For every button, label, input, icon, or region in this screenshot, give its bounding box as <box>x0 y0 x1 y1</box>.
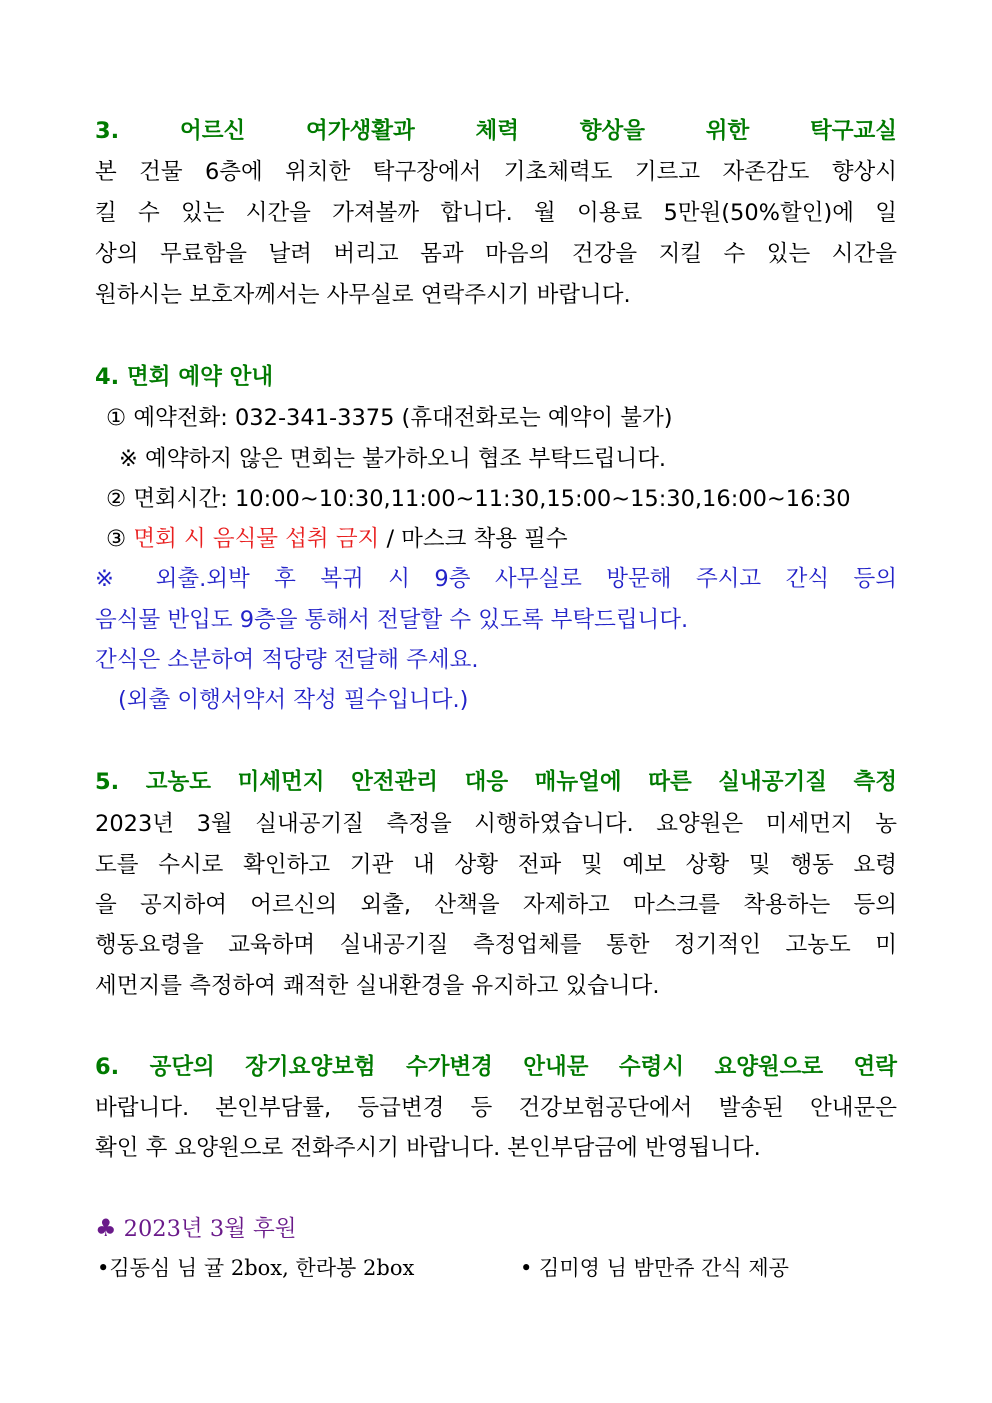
visit-rules-item <box>106 519 908 559</box>
section-3-line: 원하시는 보호자께서는 사무실로 연락주시기 바랍니다. <box>95 282 631 308</box>
section-5-line: 2023년 3월 실내공기질 측정을 시행하였습니다. 요양원은 미세먼지 농 <box>95 811 897 837</box>
section-6-line: 확인 후 요양원으로 전화주시기 바랍니다. 본인부담금에 반영됩니다. <box>95 1135 761 1161</box>
section-3-line: 킬 수 있는 시간을 가져볼까 합니다. 월 이용료 5만원(50%할인)에 일 <box>95 200 897 226</box>
visit-rules-prefix: ③ <box>106 526 134 552</box>
food-ban-warning: 면회 시 음식물 섭취 금지 <box>133 526 380 552</box>
sponsor-list <box>97 1248 899 1288</box>
section-3-line: 본 건물 6층에 위치한 탁구장에서 기초체력도 기르고 자존감도 향상시 <box>95 159 897 185</box>
sponsor-item: • 김미영 님 밤만쥬 간식 제공 <box>520 1256 789 1280</box>
mask-required-text: / 마스크 착용 필수 <box>379 526 568 552</box>
section-4-heading: 4. 면회 예약 안내 <box>95 364 274 390</box>
reservation-note: ※ 예약하지 않은 면회는 불가하오니 협조 부탁드립니다. <box>119 446 667 472</box>
section-5-line: 을 공지하여 어르신의 외출, 산책을 자제하고 마스크를 착용하는 등의 <box>95 892 897 918</box>
outing-pledge-note: (외출 이행서약서 작성 필수입니다.) <box>118 687 469 713</box>
sponsor-title: 2023년 3월 후원 <box>123 1216 297 1242</box>
sponsor-heading <box>95 1208 897 1248</box>
sponsor-item: •김동심 님 귤 2box, 한라봉 2box <box>97 1256 415 1280</box>
club-icon: ♣ <box>95 1214 117 1242</box>
section-3-line: 상의 무료함을 날려 버리고 몸과 마음의 건강을 지킬 수 있는 시간을 <box>95 241 897 267</box>
section-5-heading: 5. 고농도 미세먼지 안전관리 대응 매뉴얼에 따른 실내공기질 측정 <box>95 769 897 795</box>
section-5-line: 행동요령을 교육하며 실내공기질 측정업체를 통한 정기적인 고농도 미 <box>95 932 897 958</box>
section-6-heading: 6. 공단의 장기요양보험 수가변경 안내문 수령시 요양원으로 연락 <box>95 1054 897 1080</box>
reservation-phone-item: ① 예약전화: 032-341-3375 (휴대전화로는 예약이 불가) <box>106 405 673 431</box>
section-5-line: 세먼지를 측정하여 쾌적한 실내환경을 유지하고 있습니다. <box>95 973 660 999</box>
section-6-line: 바랍니다. 본인부담률, 등급변경 등 건강보험공단에서 발송된 안내문은 <box>95 1095 897 1121</box>
outing-notice-line: ※ 외출.외박 후 복귀 시 9층 사무실로 방문해 주시고 간식 등의 <box>95 566 897 592</box>
section-5-line: 도를 수시로 확인하고 기관 내 상황 전파 및 예보 상황 및 행동 요령 <box>95 852 897 878</box>
section-3-heading: 3. 어르신 여가생활과 체력 향상을 위한 탁구교실 <box>95 118 897 144</box>
outing-notice-line: 음식물 반입도 9층을 통해서 전달할 수 있도록 부탁드립니다. <box>95 607 689 633</box>
outing-notice-line: 간식은 소분하여 적당량 전달해 주세요. <box>95 647 479 673</box>
visit-hours-item: ② 면회시간: 10:00~10:30,11:00~11:30,15:00~15:30,16:00~16:30 <box>106 486 851 512</box>
